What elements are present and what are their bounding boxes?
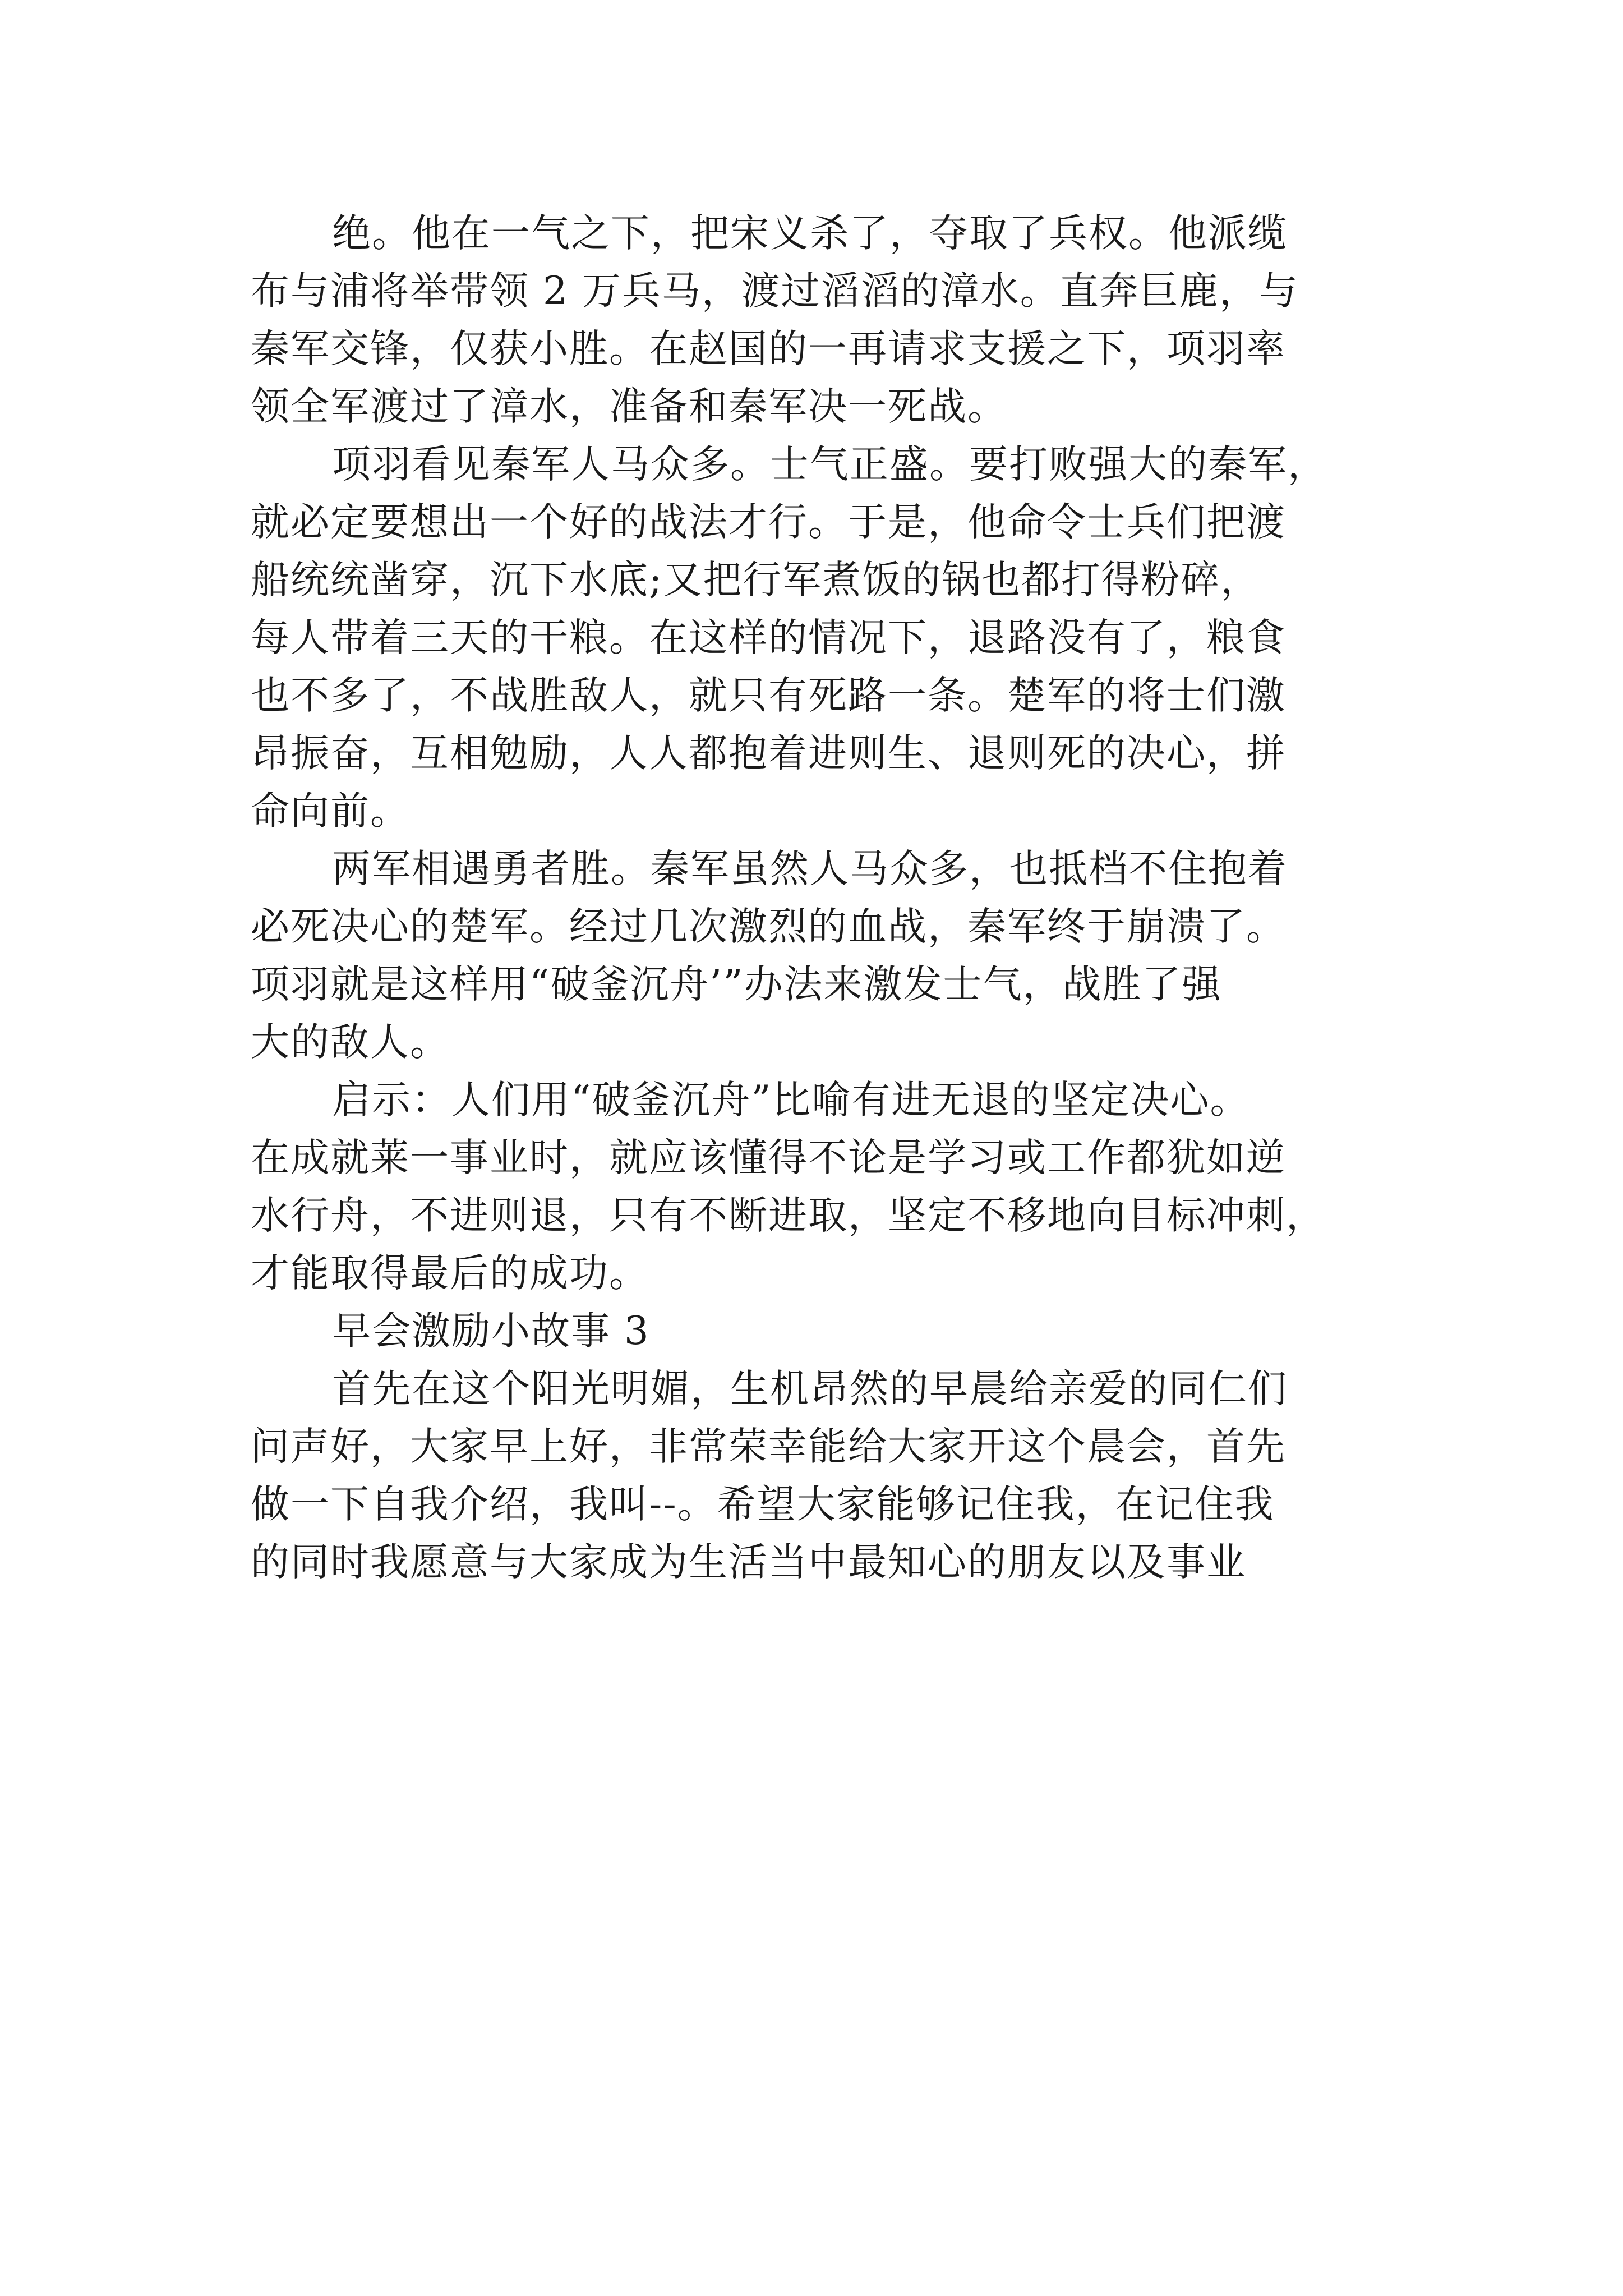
text-line: 的同时我愿意与大家成为生活当中最知心的朋友以及事业	[251, 1540, 1246, 1585]
text-line: 在成就莱一事业时，就应该懂得不论是学习或工作都犹如逆	[251, 1135, 1286, 1180]
text-line: 项羽看见秦军人马众多。士气正盛。要打败强大的秦军，	[332, 442, 1327, 487]
text-line: 布与浦将举带领 2 万兵马，渡过滔滔的漳水。直奔巨鹿，与	[251, 269, 1299, 314]
paragraph	[251, 205, 1395, 436]
text-line: 领全军渡过了漳水，准备和秦军决一死战。	[251, 384, 1007, 429]
text-line: 启示：人们用“破釜沉舟”比喻有进无退的坚定决心。	[332, 1078, 1250, 1122]
text-line: 早会激励小故事 3	[332, 1309, 650, 1354]
paragraph	[251, 840, 1395, 1071]
text-line: 项羽就是这样用“破釜沉舟’”办法来激发士气，战胜了强	[251, 962, 1222, 1007]
paragraph	[251, 1071, 1395, 1303]
text-line: 问声好，大家早上好，非常荣幸能给大家开这个晨会，首先	[251, 1424, 1286, 1469]
text-line: 也不多了，不战胜敌人，就只有死路一条。楚军的将士们激	[251, 673, 1286, 718]
document-body	[251, 205, 1395, 1591]
text-line: 必死决心的楚军。经过几次激烈的血战，秦军终于崩溃了。	[251, 904, 1286, 949]
text-line: 大的敌人。	[251, 1020, 450, 1065]
text-line: 命向前。	[251, 789, 410, 834]
text-line: 绝。他在一气之下，把宋义杀了，夺取了兵权。他派缆	[332, 211, 1288, 256]
text-line: 船统统凿穿，沉下水底;又把行军煮饭的锅也都打得粉碎，	[251, 558, 1261, 602]
paragraph	[251, 1360, 1395, 1591]
text-line: 做一下自我介绍，我叫--。希望大家能够记住我，在记住我	[251, 1482, 1275, 1527]
text-line: 秦军交锋，仅获小胜。在赵国的一再请求支援之下，项羽率	[251, 326, 1286, 371]
text-line: 就必定要想出一个好的战法才行。于是，他命令士兵们把渡	[251, 500, 1286, 545]
text-line: 水行舟，不进则退，只有不断进取，坚定不移地向目标冲刺，	[251, 1193, 1326, 1238]
text-line: 每人带着三天的干粮。在这样的情况下，退路没有了，粮食	[251, 615, 1286, 660]
text-line: 两军相遇勇者胜。秦军虽然人马众多，也抵档不住抱着	[332, 846, 1288, 891]
paragraph	[251, 1303, 1395, 1360]
text-line: 才能取得最后的成功。	[251, 1251, 649, 1296]
text-line: 首先在这个阳光明媚，生机昂然的早晨给亲爱的同仁们	[332, 1366, 1288, 1411]
text-line: 昂振奋，互相勉励，人人都抱着进则生、退则死的决心，拼	[251, 731, 1286, 776]
paragraph	[251, 436, 1395, 840]
